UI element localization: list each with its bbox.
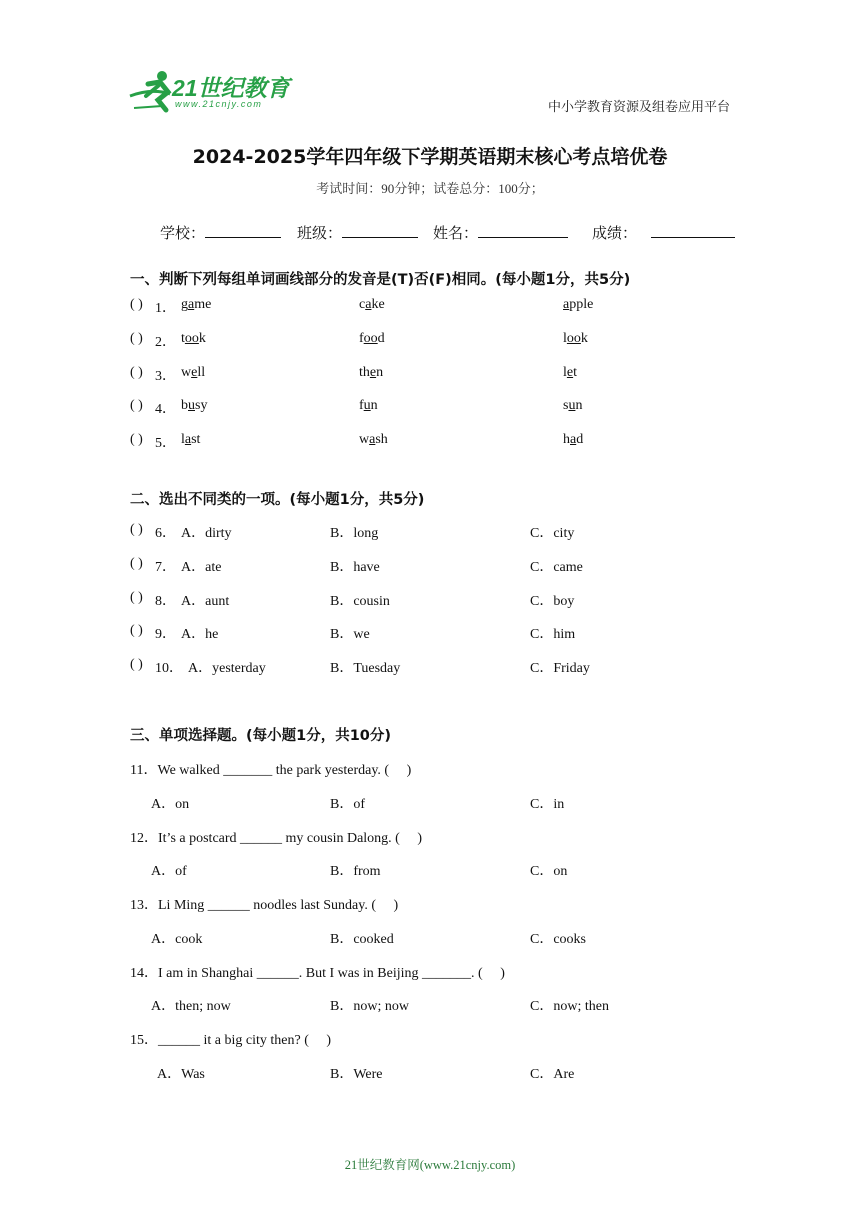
underlined-word bbox=[181, 365, 205, 380]
word-part-post: me bbox=[194, 297, 212, 312]
underlined-word bbox=[563, 398, 582, 413]
word-part-mid: a bbox=[563, 297, 570, 312]
option-b[interactable]: B．long bbox=[330, 526, 379, 541]
word-3 bbox=[563, 331, 588, 347]
word-part-pre: g bbox=[181, 297, 188, 312]
word-part-mid: a bbox=[369, 432, 376, 448]
underlined-word bbox=[181, 331, 206, 346]
answer-blank[interactable]: ( ) bbox=[130, 589, 143, 605]
word-part-post: n bbox=[370, 398, 378, 414]
option-c[interactable]: C．Are bbox=[530, 1066, 575, 1082]
option-a[interactable]: A．he bbox=[181, 627, 219, 643]
footer: 21世纪教育网(www.21cnjy.com) bbox=[344, 1158, 516, 1172]
word-part-mid: u bbox=[188, 398, 195, 414]
word-part-pre: l bbox=[563, 330, 567, 346]
option-c[interactable]: C．Friday bbox=[530, 661, 590, 677]
word-part-mid: oo bbox=[363, 330, 378, 346]
word-1 bbox=[181, 331, 206, 347]
underlined-word bbox=[359, 398, 378, 413]
logo-text: 21世纪教育 bbox=[172, 75, 290, 101]
word-part-post: n bbox=[575, 398, 583, 414]
class-field[interactable]: 班级： bbox=[297, 222, 418, 243]
option-a[interactable]: A．yesterday bbox=[188, 661, 266, 677]
word-1 bbox=[181, 432, 200, 448]
word-1 bbox=[181, 398, 207, 414]
item-number: 4． bbox=[155, 402, 176, 418]
word-part-mid: u bbox=[363, 398, 371, 414]
word-part-mid: a bbox=[184, 432, 192, 448]
word-part-pre: f bbox=[359, 330, 364, 346]
word-3 bbox=[563, 297, 593, 313]
item-number: 9． bbox=[155, 627, 176, 643]
word-part-post: d bbox=[377, 330, 385, 346]
underlined-word bbox=[563, 297, 593, 312]
option-a[interactable]: A．Was bbox=[157, 1066, 205, 1082]
underlined-word bbox=[563, 365, 577, 380]
option-b[interactable]: B．Were bbox=[330, 1066, 383, 1082]
word-part-post: d bbox=[576, 432, 584, 448]
word-part-pre: l bbox=[181, 432, 185, 448]
option-c[interactable]: C．now; then bbox=[530, 999, 609, 1015]
option-b[interactable]: B．Tuesday bbox=[330, 661, 401, 677]
word-2 bbox=[359, 398, 378, 414]
answer-blank[interactable]: ( ) bbox=[130, 297, 143, 312]
exam-title: 2024-2025学年四年级下学期英语期末核心考点培优卷 bbox=[192, 146, 668, 168]
word-part-pre: th bbox=[359, 364, 370, 380]
option-c[interactable]: C．on bbox=[530, 864, 568, 880]
word-2 bbox=[359, 365, 383, 381]
question-text: 14．I am in Shanghai ______. But I was in Beijing _______. ( ) bbox=[130, 965, 505, 981]
option-b[interactable]: B．we bbox=[330, 627, 370, 643]
option-a[interactable]: A．then; now bbox=[151, 999, 231, 1015]
option-a[interactable]: A．aunt bbox=[181, 593, 230, 609]
word-part-mid: u bbox=[568, 398, 576, 414]
item-number: 10． bbox=[155, 661, 183, 677]
word-part-mid: e bbox=[566, 364, 574, 380]
word-part-pre: t bbox=[181, 330, 185, 346]
answer-blank[interactable]: ( ) bbox=[130, 432, 143, 448]
underlined-word bbox=[563, 432, 583, 447]
word-part-post: k bbox=[198, 330, 206, 346]
word-part-post: ke bbox=[371, 297, 385, 312]
word-part-mid: a bbox=[188, 297, 195, 312]
option-a[interactable]: A．dirty bbox=[181, 526, 232, 541]
underlined-word bbox=[181, 398, 207, 413]
answer-blank[interactable]: ( ) bbox=[130, 522, 143, 537]
word-part-pre: w bbox=[181, 364, 192, 380]
word-part-pre: s bbox=[563, 398, 569, 414]
item-number: 7． bbox=[155, 559, 176, 575]
option-c[interactable]: C．cooks bbox=[530, 931, 586, 947]
word-2 bbox=[359, 297, 385, 313]
word-part-post: n bbox=[376, 364, 384, 380]
underlined-word bbox=[359, 331, 385, 346]
answer-blank[interactable]: ( ) bbox=[130, 364, 143, 380]
item-number: 5． bbox=[155, 436, 176, 452]
word-part-mid: a bbox=[365, 297, 372, 312]
question-text: 11．We walked _______ the park yesterday. ( ) bbox=[130, 763, 412, 778]
option-a[interactable]: A．cook bbox=[151, 931, 203, 947]
word-part-post: pple bbox=[569, 297, 594, 312]
underlined-word bbox=[359, 365, 383, 380]
answer-blank[interactable]: ( ) bbox=[130, 330, 143, 346]
word-part-pre: c bbox=[359, 297, 366, 312]
word-part-post: sy bbox=[195, 398, 208, 414]
option-a[interactable]: A．of bbox=[151, 864, 187, 880]
item-number: 6． bbox=[155, 526, 176, 541]
word-part-mid: oo bbox=[566, 330, 581, 346]
exam-subtitle: 考试时间：90分钟；试卷总分：100分； bbox=[316, 181, 544, 196]
word-2 bbox=[359, 432, 388, 448]
underlined-word bbox=[181, 297, 211, 312]
option-b[interactable]: B．have bbox=[330, 559, 380, 575]
answer-blank[interactable]: ( ) bbox=[130, 657, 143, 673]
word-part-post: st bbox=[191, 432, 201, 448]
answer-blank[interactable]: ( ) bbox=[130, 555, 143, 571]
underlined-word bbox=[359, 297, 385, 312]
word-part-mid: e bbox=[191, 364, 198, 380]
name-field[interactable]: 姓名： bbox=[433, 222, 568, 243]
word-part-post: t bbox=[573, 364, 577, 380]
option-b[interactable]: B．of bbox=[330, 796, 365, 812]
word-1 bbox=[181, 297, 211, 313]
word-part-pre: l bbox=[563, 364, 567, 380]
word-part-post: sh bbox=[375, 432, 388, 448]
option-a[interactable]: A．on bbox=[151, 796, 190, 812]
section1-heading: 一、判断下列每组单词画线部分的发音是(T)否(F)相同。(每小题1分，共5分) bbox=[130, 272, 631, 288]
item-number: 3． bbox=[155, 368, 176, 384]
underlined-word bbox=[181, 432, 200, 447]
word-part-pre: h bbox=[563, 432, 570, 448]
word-part-mid: e bbox=[369, 364, 377, 380]
word-2 bbox=[359, 331, 385, 347]
platform-name: 中小学教育资源及组卷应用平台 bbox=[547, 99, 730, 114]
word-part-pre: f bbox=[359, 398, 364, 414]
item-number: 1． bbox=[155, 301, 176, 316]
option-c[interactable]: C．him bbox=[530, 627, 576, 643]
logo-url: www.21cnjy.com bbox=[175, 99, 263, 109]
word-part-mid: a bbox=[570, 432, 577, 448]
answer-blank[interactable]: ( ) bbox=[130, 398, 143, 414]
word-part-post: k bbox=[580, 330, 588, 346]
option-c[interactable]: C．boy bbox=[530, 593, 575, 609]
item-number: 2． bbox=[155, 334, 176, 350]
option-c[interactable]: C．city bbox=[530, 526, 575, 541]
option-b[interactable]: B．now; now bbox=[330, 999, 409, 1015]
underlined-word bbox=[359, 432, 388, 447]
answer-blank[interactable]: ( ) bbox=[130, 623, 143, 639]
word-part-pre: w bbox=[359, 432, 370, 448]
option-c[interactable]: C．came bbox=[530, 559, 583, 575]
question-text: 15．______ it a big city then? ( ) bbox=[130, 1033, 332, 1049]
word-part-pre: b bbox=[181, 398, 188, 414]
option-b[interactable]: B．cooked bbox=[330, 931, 394, 947]
question-text: 12．It’s a postcard ______ my cousin Dalong. ( ) bbox=[130, 830, 423, 846]
question-text: 13．Li Ming ______ noodles last Sunday. ( ) bbox=[130, 898, 399, 914]
word-1 bbox=[181, 365, 205, 381]
word-3 bbox=[563, 432, 583, 448]
option-b[interactable]: B．cousin bbox=[330, 593, 390, 609]
score-field[interactable]: 成绩： bbox=[592, 222, 735, 243]
option-b[interactable]: B．from bbox=[330, 864, 381, 880]
word-3 bbox=[563, 398, 582, 414]
school-field[interactable]: 学校： bbox=[160, 222, 281, 243]
item-number: 8． bbox=[155, 593, 176, 609]
word-3 bbox=[563, 365, 577, 381]
option-c[interactable]: C．in bbox=[530, 796, 565, 812]
underlined-word bbox=[563, 331, 588, 346]
word-part-mid: oo bbox=[184, 330, 199, 346]
word-part-post: ll bbox=[197, 364, 206, 380]
section2-heading: 二、选出不同类的一项。(每小题1分，共5分) bbox=[130, 492, 425, 508]
option-a[interactable]: A．ate bbox=[181, 559, 222, 575]
section3-heading: 三、单项选择题。(每小题1分，共10分) bbox=[130, 728, 392, 744]
